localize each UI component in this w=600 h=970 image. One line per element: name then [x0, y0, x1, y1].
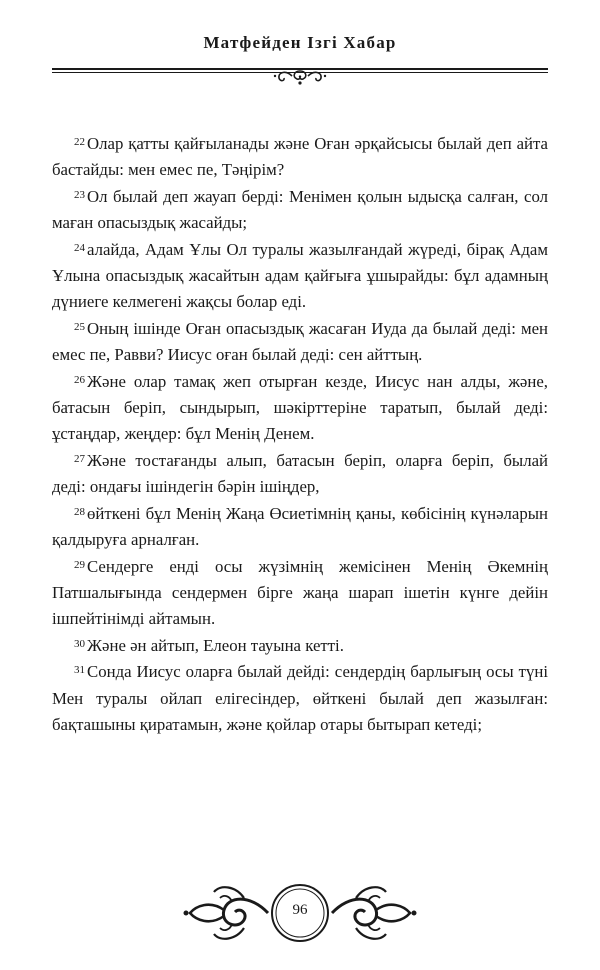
- verse-number: 28: [74, 505, 85, 518]
- verse-text: Оның ішінде Оған опасыздық жасаған Иуда да былай деді: мен емес пе, Равви? Иисус оған былай деді: сен айттың.: [52, 318, 548, 365]
- verse-number: 31: [74, 664, 85, 677]
- verse-number: 30: [74, 637, 85, 650]
- verse: [52, 131, 548, 184]
- header-ornament-icon: [270, 68, 330, 88]
- verse-text: Және тостағанды алып, батасын беріп, оларға беріп, былай деді: ондағы ішіндегін бәрін ішіңдер,: [52, 450, 548, 497]
- verse: [52, 448, 548, 501]
- verse-number: 23: [74, 188, 85, 201]
- verse-number: 27: [74, 452, 85, 465]
- verse-number: 24: [74, 241, 85, 254]
- scripture-text: [52, 131, 548, 738]
- verse: [52, 369, 548, 448]
- verse-text: Олар қатты қайғыланады және Оған әрқайсысы былай деп айта бастайды: мен емес пе, Тәңірім?: [52, 134, 548, 180]
- verse-text: Және ән айтып, Елеон тауына кетті.: [87, 635, 344, 655]
- verse-number: 25: [74, 320, 85, 333]
- verse-text: алайда, Адам Ұлы Ол туралы жазылғандай жүреді, бірақ Адам Ұлына опасыздық жасайтын адам қайғыға ұшырайды: бұл адамның дүниеге келмегені жақсы болар еді.: [52, 239, 548, 312]
- verse-text: Ол былай деп жауап берді: Менімен қолын ыдысқа салған, сол маған опасыздық жасайды;: [52, 186, 548, 233]
- verse: [52, 237, 548, 316]
- verse-text: өйткені бұл Менің Жаңа Өсиетімнің қаны, көбісінің күнәларын қалдыруға арналған.: [52, 503, 548, 550]
- verse: [52, 501, 548, 554]
- page-number: 96: [292, 902, 308, 918]
- verse: [52, 633, 548, 659]
- verse: [52, 316, 548, 369]
- header-title: Матфейден Ізгі Хабар: [203, 33, 397, 52]
- verse-number: 26: [74, 373, 85, 386]
- verse-number: 22: [74, 136, 85, 148]
- verse: [52, 554, 548, 633]
- verse-text: Және олар тамақ жеп отырған кезде, Иисус нан алды, және, батасын беріп, сындырып, шәкірттеріне таратып, былай деді: ұстаңдар, жеңдер: бұл Менің Денем.: [52, 371, 548, 444]
- verse-text: Сонда Иисус оларға былай дейді: сендердің барлығың осы түні Мен туралы ойлап елігесіндер, өйткені былай деп жазылған: бақташыны қиратамын, және қойлар отары бытырап кетеді;: [52, 662, 548, 734]
- verse-number: 29: [74, 558, 85, 571]
- verse: [52, 184, 548, 237]
- verse: [52, 659, 548, 738]
- verse-text: Сендерге енді осы жүзімнің жемісінен Менің Әкемнің Патшалығында сендермен бірге жаңа шарап ішетін күнге дейін ішпейтінімді айтамын.: [52, 556, 548, 629]
